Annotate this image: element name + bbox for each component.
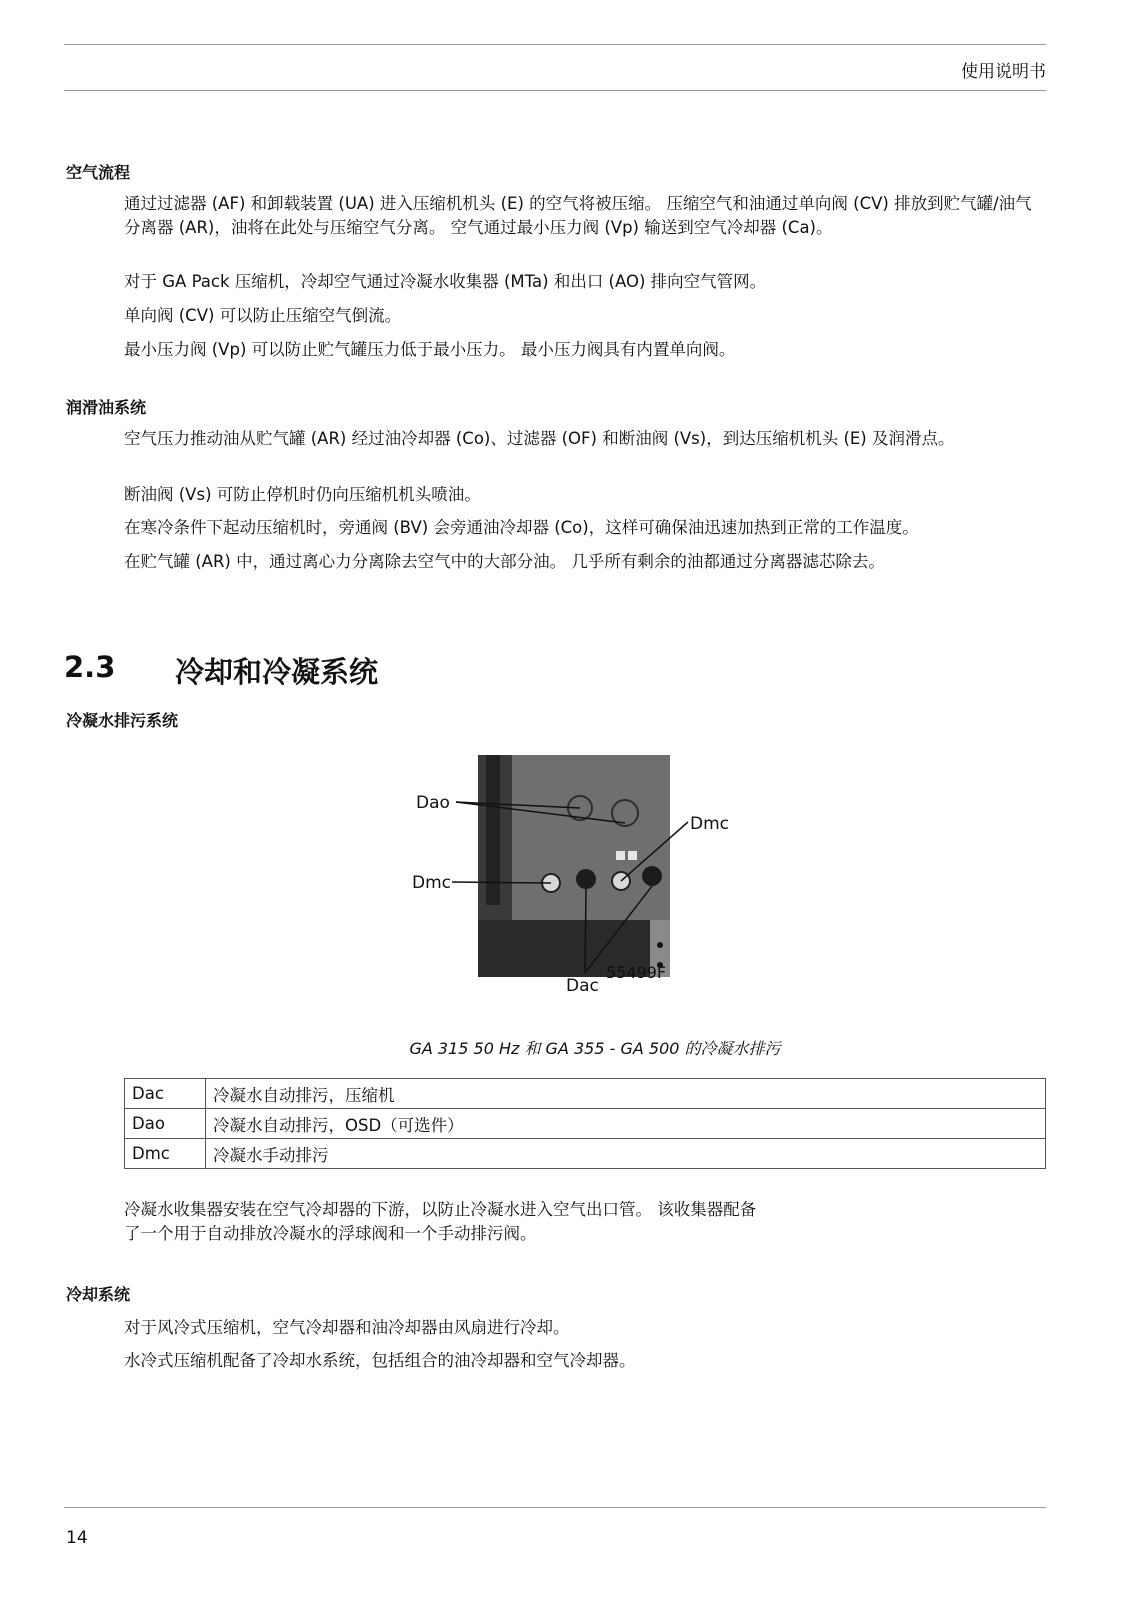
legend-code: Dao	[125, 1109, 206, 1139]
label-dmc-top: Dmc	[690, 814, 729, 834]
section-title: 冷却和冷凝系统	[175, 655, 379, 689]
dac-drain-right	[642, 866, 662, 886]
panel-marker	[628, 851, 637, 860]
air-flow-paragraph-2: 对于 GA Pack 压缩机，冷却空气通过冷凝水收集器 (MTa) 和出口 (AO) 排向空气管网。	[124, 272, 767, 291]
label-dac: Dac	[566, 976, 599, 996]
oil-system-heading: 润滑油系统	[66, 398, 147, 417]
label-dmc-left: Dmc	[412, 873, 451, 893]
base-screw	[657, 942, 663, 948]
footer-rule	[64, 1507, 1046, 1508]
air-flow-paragraph-1: 通过过滤器 (AF) 和卸载装置 (UA) 进入压缩机机头 (E) 的空气将被压缩。 压缩空气和油通过单向阀 (CV) 排放到贮气罐/油气分离器 (AR)，油将在此处与压缩空气分离。 空气通过最小压力阀 (Vp) 输送到空气冷却器 (Ca)。	[124, 194, 1032, 237]
section-number: 2.3	[64, 650, 116, 684]
table-row	[125, 1079, 1046, 1109]
oil-system-paragraph-1: 空气压力推动油从贮气罐 (AR) 经过油冷却器 (Co)、过滤器 (OF) 和断油阀 (Vs)，到达压缩机机头 (E) 及润滑点。	[124, 429, 955, 448]
air-flow-heading: 空气流程	[66, 163, 131, 182]
oil-system-paragraph-2: 断油阀 (Vs) 可防止停机时仍向压缩机机头喷油。	[124, 485, 481, 504]
table-row	[125, 1109, 1046, 1139]
cooling-heading: 冷却系统	[66, 1285, 131, 1304]
legend-description: 冷凝水自动排污，压缩机	[206, 1079, 1046, 1109]
oil-system-paragraph-4: 在贮气罐 (AR) 中，通过离心力分离除去空气中的大部分油。 几乎所有剩余的油都通过分离器滤芯除去。	[124, 552, 885, 571]
condensate-drain-figure	[412, 755, 755, 1020]
label-dao: Dao	[416, 793, 450, 813]
page-number: 14	[66, 1528, 88, 1548]
cooling-paragraph-1: 对于风冷式压缩机，空气冷却器和油冷却器由风扇进行冷却。	[124, 1318, 570, 1337]
cooling-paragraph-2: 水冷式压缩机配备了冷却水系统，包括组合的油冷却器和空气冷却器。	[124, 1351, 636, 1370]
legend-code: Dac	[125, 1079, 206, 1109]
condensate-paragraph-1: 冷凝水收集器安装在空气冷却器的下游，以防止冷凝水进入空气出口管。 该收集器配备了一个用于自动排放冷凝水的浮球阀和一个手动排污阀。	[124, 1200, 757, 1243]
legend-description: 冷凝水自动排污，OSD（可选件）	[206, 1109, 1046, 1139]
machine-panel	[512, 755, 670, 920]
dac-drain-left	[576, 869, 596, 889]
table-row	[125, 1139, 1046, 1169]
header-bottom-rule	[64, 90, 1046, 91]
header-top-rule	[64, 44, 1046, 45]
figure-caption: GA 315 50 Hz 和 GA 355 - GA 500 的冷凝水排污	[409, 1039, 781, 1058]
air-flow-paragraph-4: 最小压力阀 (Vp) 可以防止贮气罐压力低于最小压力。 最小压力阀具有内置单向阀。	[124, 340, 736, 359]
legend-table	[124, 1078, 1046, 1169]
figure-code: 55499F	[606, 963, 667, 982]
legend-description: 冷凝水手动排污	[206, 1139, 1046, 1169]
legend-code: Dmc	[125, 1139, 206, 1169]
panel-marker	[616, 851, 625, 860]
air-flow-paragraph-3: 单向阀 (CV) 可以防止压缩空气倒流。	[124, 306, 402, 325]
header-title: 使用说明书	[961, 62, 1046, 82]
condensate-heading: 冷凝水排污系统	[66, 711, 179, 730]
oil-system-paragraph-3: 在寒冷条件下起动压缩机时，旁通阀 (BV) 会旁通油冷却器 (Co)，这样可确保油迅速加热到正常的工作温度。	[124, 518, 919, 537]
